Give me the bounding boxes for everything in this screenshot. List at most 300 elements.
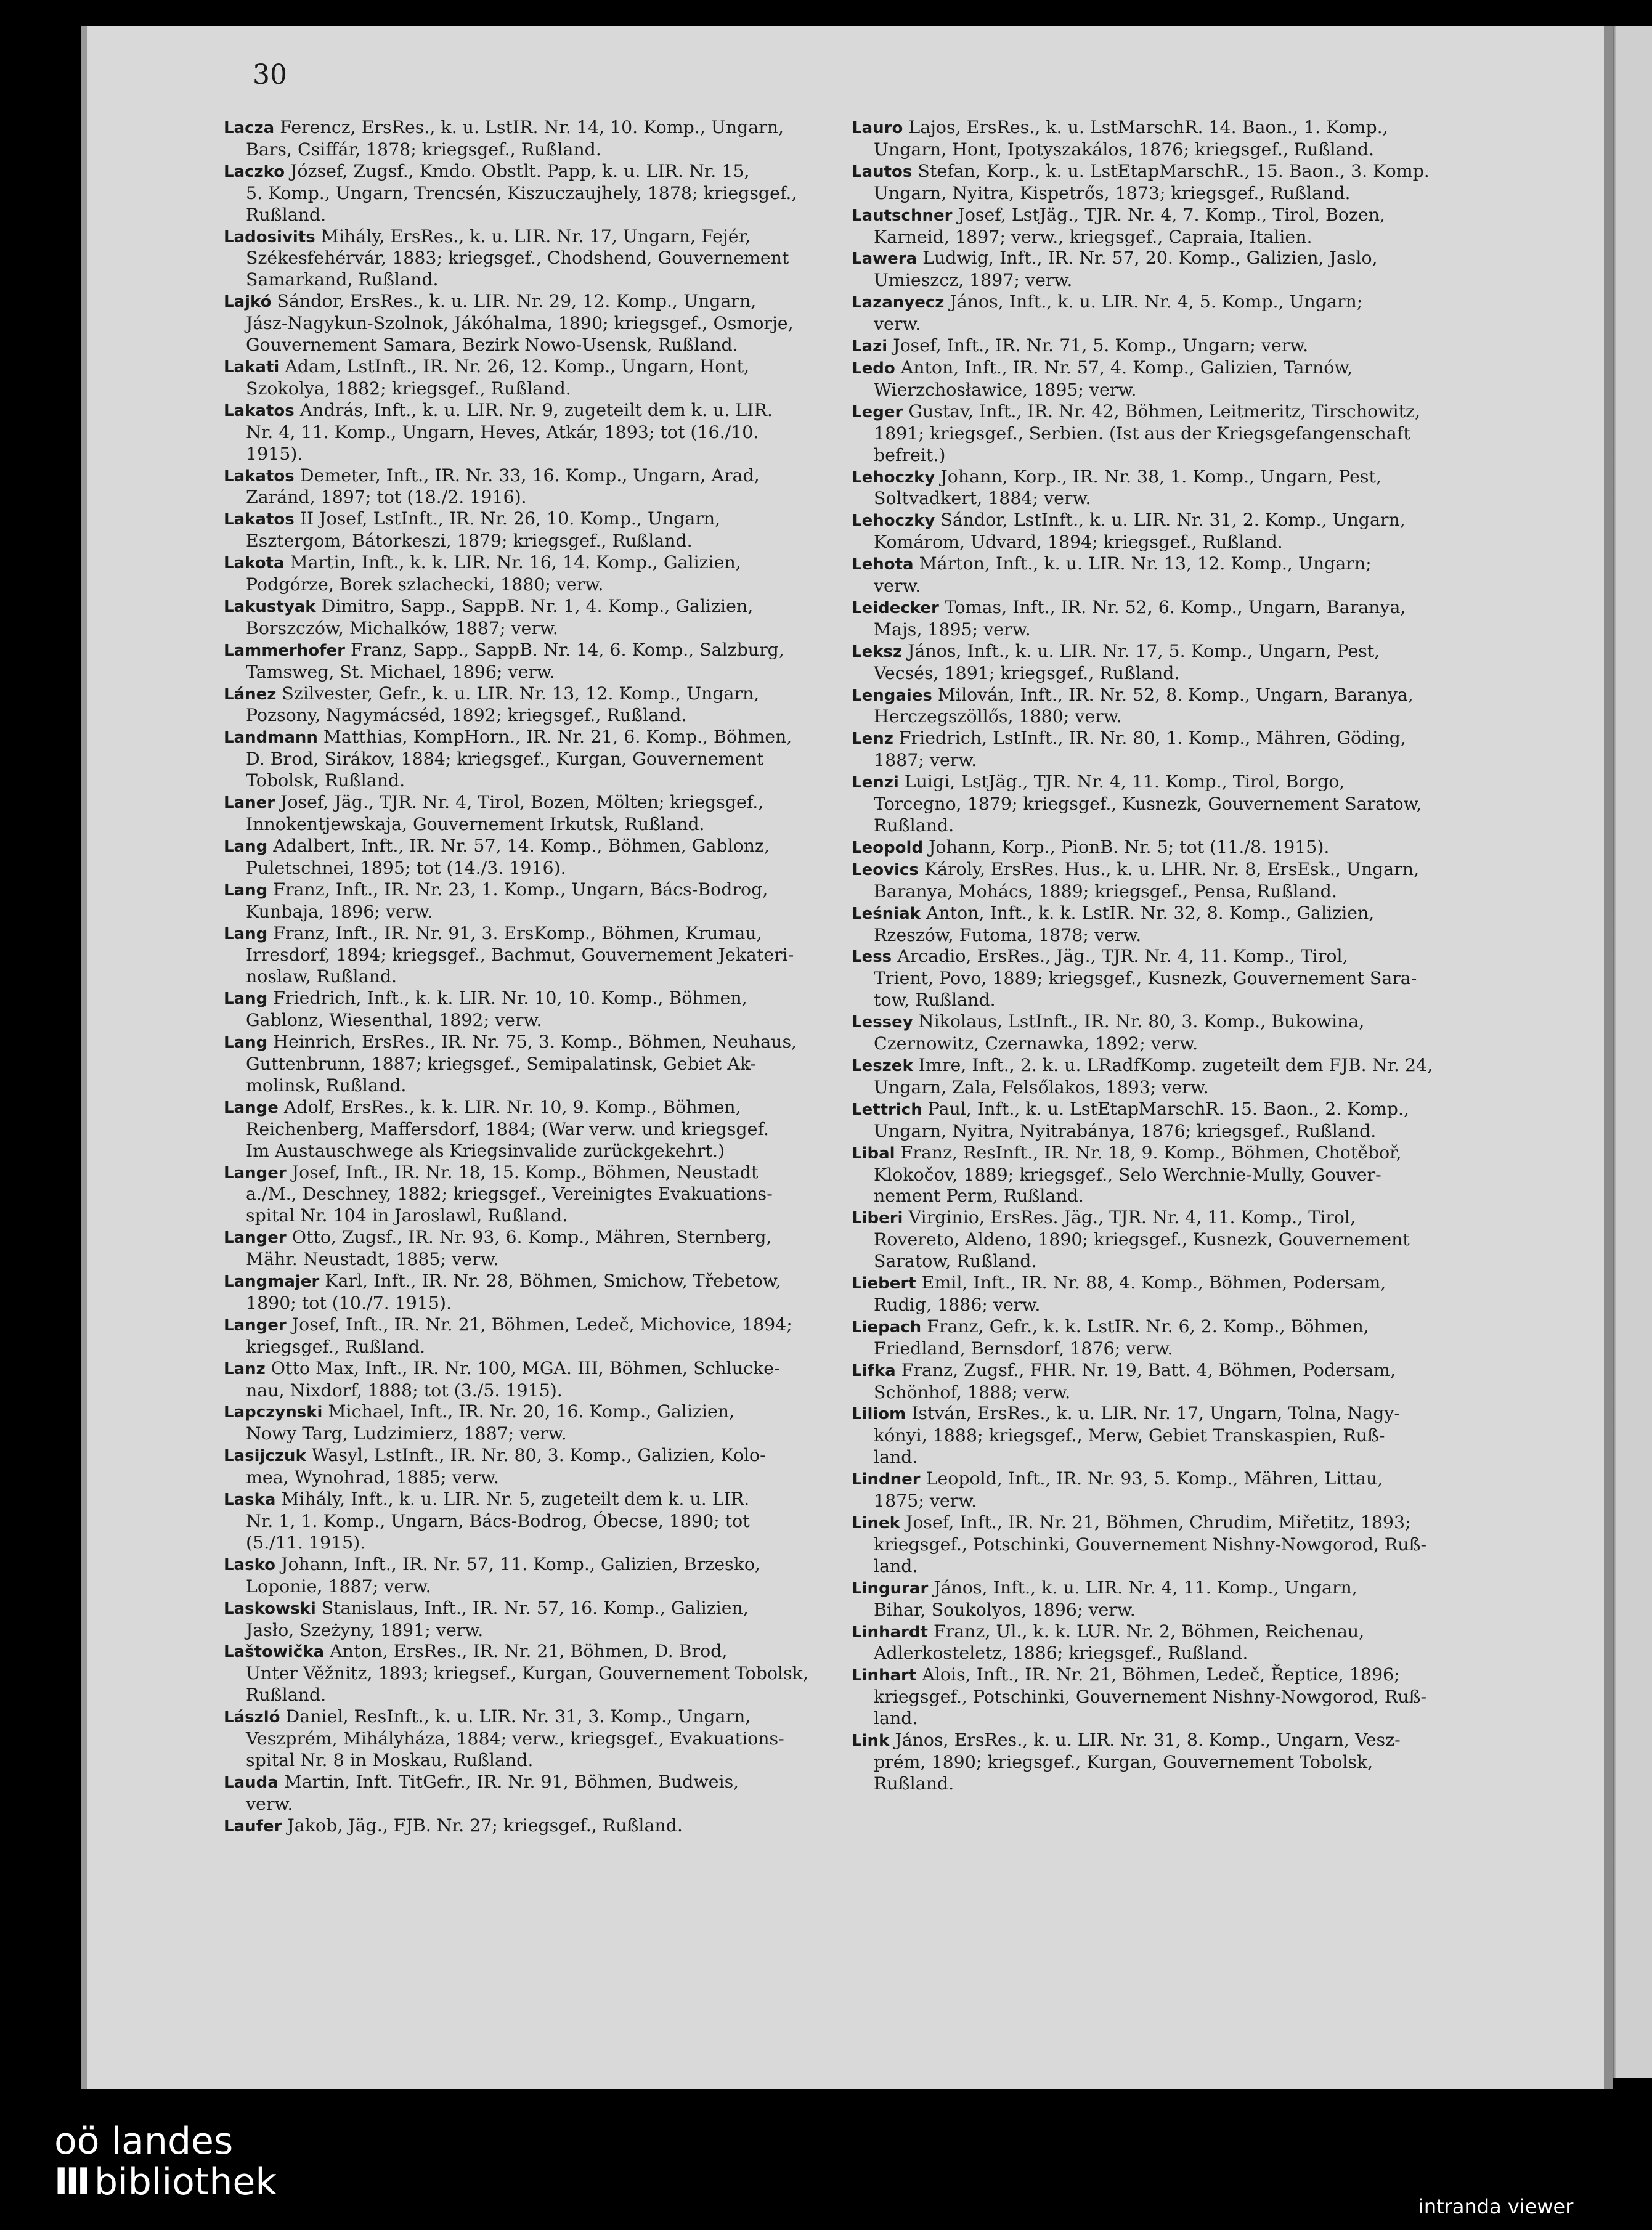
- entry-continuation-line: [852, 1643, 1548, 1664]
- entry-first-line: [224, 596, 909, 618]
- entry-text: 1890; tot (10./7. 1915).: [246, 1292, 452, 1313]
- entry-first-line: [224, 291, 909, 313]
- entry-first-line: [852, 837, 1548, 859]
- entry-text: Rovereto, Aldeno, 1890; kriegsgef., Kusnezk, Gouvernement: [874, 1229, 1410, 1250]
- entry-surname: Laner: [224, 794, 275, 813]
- entry-continuation-line: [224, 1119, 909, 1141]
- entry-text: Martin, Inft. TitGefr., IR. Nr. 91, Böhmen, Budweis,: [283, 1771, 739, 1792]
- entry-text: Imre, Inft., 2. k. u. LRadfKomp. zugeteilt dem FJB. Nr. 24,: [918, 1054, 1433, 1075]
- entry-text: Josef, Inft., IR. Nr. 21, Böhmen, Ledeč, Michovice, 1894;: [291, 1314, 792, 1335]
- entry-text: Stefan, Korp., k. u. LstEtapMarschR., 15. Baon., 3. Komp.: [918, 160, 1430, 181]
- entry-first-line: [852, 1055, 1548, 1077]
- entry-text: Franz, ResInft., IR. Nr. 18, 9. Komp., Böhmen, Chotěboř,: [900, 1142, 1402, 1163]
- entry-text: Friedland, Bernsdorf, 1876; verw.: [874, 1338, 1173, 1359]
- entry-text: Ungarn, Nyitra, Kispetrős, 1873; kriegsgef., Rußland.: [874, 182, 1351, 203]
- register-entry: [852, 1621, 1548, 1665]
- entry-text: Irresdorf, 1894; kriegsgef., Bachmut, Gouvernement Jekateri-: [246, 945, 794, 966]
- entry-first-line: [224, 879, 909, 901]
- entry-continuation-line: [224, 205, 909, 226]
- entry-text: 1891; kriegsgef., Serbien. (Ist aus der Kriegsgefangenschaft: [874, 423, 1410, 444]
- entry-first-line: [852, 248, 1548, 270]
- entry-surname: Lánez: [224, 685, 277, 704]
- entry-surname: Laštowička: [224, 1643, 325, 1662]
- entry-continuation-line: [852, 1600, 1548, 1621]
- entry-text: Esztergom, Bátorkeszi, 1879; kriegsgef., Rußland.: [246, 531, 693, 551]
- entry-text: Gouvernement Samara, Bezirk Nowo-Usensk, Rußland.: [246, 335, 738, 356]
- entry-continuation-line: [852, 1229, 1548, 1251]
- entry-text: Virginio, ErsRes. Jäg., TJR. Nr. 4, 11. Komp., Tirol,: [908, 1207, 1356, 1228]
- entry-text: Borszczów, Michalków, 1887; verw.: [246, 617, 558, 638]
- entry-text: Karneid, 1897; verw., kriegsgef., Capraia, Italien.: [874, 226, 1312, 247]
- entry-continuation-line: [224, 662, 909, 683]
- entry-text: a./M., Deschney, 1882; kriegsgef., Vereinigtes Evakuations-: [246, 1184, 773, 1205]
- entry-text: Bihar, Soukolyos, 1896; verw.: [874, 1599, 1136, 1620]
- entry-text: 1915).: [246, 443, 303, 464]
- logo-line1: oö landes: [54, 2120, 234, 2163]
- entry-text: Mihály, ErsRes., k. u. LIR. Nr. 17, Ungarn, Fejér,: [320, 226, 751, 246]
- entry-surname: Lakatos: [224, 401, 295, 420]
- entry-surname: Ledo: [852, 359, 895, 378]
- right-column: [852, 117, 1548, 1795]
- entry-text: Martin, Inft., k. k. LIR. Nr. 16, 14. Komp., Galizien,: [290, 552, 741, 573]
- entry-surname: Liberi: [852, 1209, 903, 1228]
- entry-surname: Lauda: [224, 1773, 279, 1792]
- entry-text: Sándor, ErsRes., k. u. LIR. Nr. 29, 12. Komp., Ungarn,: [277, 291, 757, 312]
- entry-surname: Lautos: [852, 162, 913, 181]
- entry-text: Wasyl, LstInft., IR. Nr. 80, 3. Komp., Galizien, Kolo-: [311, 1445, 766, 1466]
- entry-first-line: [224, 836, 909, 858]
- entry-text: nau, Nixdorf, 1888; tot (3./5. 1915).: [246, 1380, 563, 1401]
- entry-first-line: [224, 1358, 909, 1380]
- entry-text: Johann, Korp., PionB. Nr. 5; tot (11./8. 1915).: [929, 836, 1330, 857]
- viewer-label: intranda viewer: [1418, 2195, 1574, 2218]
- entry-surname: Langer: [224, 1316, 287, 1335]
- entry-continuation-line: [852, 663, 1548, 685]
- entry-first-line: [852, 1468, 1548, 1491]
- entry-text: Luigi, LstJäg., TJR. Nr. 4, 11. Komp., Tirol, Borgo,: [904, 771, 1345, 792]
- entry-continuation-line: [852, 750, 1548, 771]
- entry-text: Karl, Inft., IR. Nr. 28, Böhmen, Smichow, Třebetow,: [325, 1271, 781, 1292]
- entry-text: Reichenberg, Maffersdorf, 1884; (War verw. und kriegsgef.: [246, 1118, 769, 1139]
- entry-text: Zaránd, 1897; tot (18./2. 1916).: [246, 487, 527, 508]
- next-page-edge: [1613, 26, 1652, 2078]
- entry-surname: Lehoczky: [852, 511, 935, 531]
- entry-text: Ungarn, Hont, Ipotyszakálos, 1876; kriegsgef., Rußland.: [874, 139, 1375, 160]
- entry-first-line: [224, 1772, 909, 1794]
- entry-surname: Lakatos: [224, 466, 295, 486]
- entry-text: Umieszcz, 1897; verw.: [874, 270, 1073, 291]
- entry-first-line: [852, 1512, 1548, 1534]
- entry-continuation-line: [224, 139, 909, 161]
- entry-first-line: [852, 205, 1548, 227]
- register-entry: [224, 1227, 909, 1271]
- register-entry: [224, 792, 909, 836]
- entry-first-line: [852, 685, 1548, 707]
- entry-surname: Lengaies: [852, 686, 932, 705]
- entry-surname: Lautschner: [852, 206, 953, 225]
- entry-first-line: [852, 1099, 1548, 1121]
- entry-text: Dimitro, Sapp., SappB. Nr. 1, 4. Komp., Galizien,: [321, 595, 754, 616]
- entry-continuation-line: [224, 1075, 909, 1097]
- register-entry: [224, 400, 909, 465]
- entry-text: Majs, 1895; verw.: [874, 619, 1031, 640]
- entry-text: Heinrich, ErsRes., IR. Nr. 75, 3. Komp., Böhmen, Neuhaus,: [273, 1032, 797, 1052]
- entry-text: Jasło, Szeżyny, 1891; verw.: [246, 1619, 484, 1640]
- register-entry: [852, 837, 1548, 859]
- entry-text: Otto Max, Inft., IR. Nr. 100, MGA. III, Böhmen, Schlucke-: [271, 1357, 780, 1378]
- entry-text: Torcegno, 1879; kriegsgef., Kusnezk, Gouvernement Saratow,: [874, 794, 1422, 815]
- register-entry: [224, 1162, 909, 1227]
- entry-text: Mihály, Inft., k. u. LIR. Nr. 5, zugeteilt dem k. u. LIR.: [281, 1489, 750, 1510]
- library-logo: [54, 2121, 277, 2202]
- entry-text: Franz, Sapp., SappB. Nr. 14, 6. Komp., Salzburg,: [350, 639, 784, 660]
- entry-first-line: [852, 859, 1548, 881]
- entry-surname: Lauro: [852, 119, 903, 137]
- entry-continuation-line: [852, 990, 1548, 1011]
- entry-text: spital Nr. 104 in Jaroslawl, Rußland.: [246, 1205, 568, 1226]
- entry-first-line: [224, 988, 909, 1010]
- entry-continuation-line: [852, 1447, 1548, 1468]
- register-entry: [224, 465, 909, 509]
- register-entry: [852, 1272, 1548, 1316]
- entry-first-line: [852, 291, 1548, 314]
- entry-text: Otto, Zugsf., IR. Nr. 93, 6. Komp., Mähren, Sternberg,: [291, 1227, 772, 1248]
- entry-text: Matthias, KompHorn., IR. Nr. 21, 6. Komp., Böhmen,: [323, 726, 792, 747]
- entry-text: land.: [874, 1708, 918, 1729]
- entry-continuation-line: [852, 1534, 1548, 1556]
- entry-first-line: [852, 597, 1548, 619]
- entry-text: Puletschnei, 1895; tot (14./3. 1916).: [246, 857, 566, 878]
- entry-continuation-line: [852, 706, 1548, 728]
- entry-text: Guttenbrunn, 1887; kriegsgef., Semipalatinsk, Gebiet Ak-: [246, 1053, 757, 1074]
- entry-continuation-line: [224, 1423, 909, 1445]
- entry-text: Friedrich, Inft., k. k. LIR. Nr. 10, 10. Komp., Böhmen,: [273, 988, 747, 1009]
- entry-text: prém, 1890; kriegsgef., Kurgan, Gouvernement Tobolsk,: [874, 1751, 1373, 1772]
- register-entry: [852, 1730, 1548, 1795]
- register-entry: [224, 1445, 909, 1489]
- entry-continuation-line: [852, 1752, 1548, 1773]
- entry-continuation-line: [224, 1750, 909, 1772]
- entry-first-line: [224, 1097, 909, 1119]
- entry-surname: Link: [852, 1732, 890, 1751]
- register-entry: [852, 946, 1548, 1011]
- entry-text: Josef, Inft., IR. Nr. 71, 5. Komp., Ungarn; verw.: [893, 335, 1309, 356]
- entry-text: Unter Věžnitz, 1893; kriegsef., Kurgan, Gouvernement Tobolsk,: [246, 1663, 808, 1684]
- entry-text: Komárom, Udvard, 1894; kriegsgef., Rußland.: [874, 532, 1283, 553]
- register-entry: [852, 291, 1548, 335]
- entry-text: molinsk, Rußland.: [246, 1075, 407, 1096]
- register-entry: [224, 356, 909, 400]
- entry-continuation-line: [852, 1708, 1548, 1730]
- entry-text: Leopold, Inft., IR. Nr. 93, 5. Komp., Mähren, Littau,: [926, 1468, 1383, 1489]
- entry-first-line: [224, 792, 909, 814]
- entry-text: Franz, Inft., IR. Nr. 23, 1. Komp., Ungarn, Bács-Bodrog,: [273, 879, 768, 900]
- entry-text: Rudig, 1886; verw.: [874, 1294, 1041, 1315]
- entry-text: Anton, Inft., k. k. LstIR. Nr. 32, 8. Komp., Galizien,: [926, 902, 1375, 923]
- entry-text: kriegsgef., Potschinki, Gouvernement Nishny-Nowgorod, Ruß-: [874, 1534, 1427, 1555]
- entry-continuation-line: [852, 445, 1548, 466]
- entry-first-line: [852, 1664, 1548, 1687]
- entry-text: Adolf, ErsRes., k. k. LIR. Nr. 10, 9. Komp., Böhmen,: [283, 1096, 741, 1117]
- entry-surname: Lammerhofer: [224, 641, 345, 660]
- entry-first-line: [852, 401, 1548, 423]
- entry-surname: Lehota: [852, 555, 914, 574]
- entry-surname: Lakustyak: [224, 597, 316, 616]
- entry-surname: Lifka: [852, 1361, 896, 1380]
- entry-surname: Lasko: [224, 1555, 276, 1574]
- entry-first-line: [852, 1207, 1548, 1229]
- entry-text: Klokočov, 1889; kriegsgef., Selo Werchnie-Mully, Gouver-: [874, 1164, 1381, 1185]
- entry-surname: Lang: [224, 990, 268, 1009]
- entry-surname: Lang: [224, 837, 268, 856]
- entry-first-line: [852, 1316, 1548, 1338]
- register-entry: [852, 553, 1548, 597]
- register-entry: [852, 1207, 1548, 1272]
- entry-first-line: [852, 1272, 1548, 1295]
- entry-first-line: [224, 1489, 909, 1511]
- entry-continuation-line: [852, 1425, 1548, 1447]
- entry-text: Bars, Csiffár, 1878; kriegsgef., Rußland.: [246, 139, 601, 160]
- entry-first-line: [852, 1360, 1548, 1382]
- entry-surname: Ladosivits: [224, 227, 315, 246]
- register-entry: [852, 510, 1548, 553]
- entry-surname: Lajkó: [224, 293, 272, 312]
- entry-text: noslaw, Rußland.: [246, 966, 397, 987]
- entry-continuation-line: [224, 1728, 909, 1750]
- register-entry: [852, 248, 1548, 291]
- entry-continuation-line: [224, 574, 909, 596]
- entry-text: Adlerkosteletz, 1886; kriegsgef., Rußland.: [874, 1643, 1248, 1664]
- entry-text: János, Inft., k. u. LIR. Nr. 17, 5. Komp., Ungarn, Pest,: [908, 640, 1380, 661]
- entry-text: Ungarn, Zala, Felsőlakos, 1893; verw.: [874, 1076, 1209, 1097]
- entry-surname: Landmann: [224, 728, 318, 747]
- entry-surname: Lang: [224, 881, 268, 900]
- entry-first-line: [224, 1641, 909, 1663]
- register-entry: [852, 335, 1548, 357]
- entry-first-line: [224, 508, 909, 531]
- entry-text: Schönhof, 1888; verw.: [874, 1382, 1071, 1402]
- register-entry: [224, 640, 909, 683]
- entry-text: Herczegszöllős, 1880; verw.: [874, 706, 1122, 727]
- entry-continuation-line: [224, 966, 909, 988]
- entry-surname: Leśniak: [852, 904, 921, 923]
- entry-surname: Linhardt: [852, 1622, 928, 1642]
- entry-first-line: [224, 161, 909, 183]
- entry-continuation-line: [224, 1511, 909, 1532]
- register-entry: [852, 161, 1548, 205]
- entry-first-line: [224, 1162, 909, 1184]
- entry-surname: Langer: [224, 1163, 287, 1182]
- register-entry: [852, 1011, 1548, 1055]
- entry-text: Arcadio, ErsRes., Jäg., TJR. Nr. 4, 11. Komp., Tirol,: [897, 946, 1348, 967]
- entry-first-line: [852, 903, 1548, 925]
- entry-continuation-line: [852, 815, 1548, 837]
- entry-text: Pozsony, Nagymácséd, 1892; kriegsgef., Rußland.: [246, 705, 687, 726]
- entry-continuation-line: [852, 968, 1548, 990]
- entry-first-line: [852, 1011, 1548, 1033]
- register-entry: [224, 726, 909, 792]
- entry-text: Emil, Inft., IR. Nr. 88, 4. Komp., Böhmen, Podersam,: [921, 1272, 1386, 1293]
- register-entry: [852, 1316, 1548, 1360]
- entry-surname: Lazi: [852, 337, 888, 356]
- entry-text: Nowy Targ, Ludzimierz, 1887; verw.: [246, 1423, 567, 1444]
- entry-text: tow, Rußland.: [874, 990, 996, 1011]
- entry-surname: Libal: [852, 1144, 895, 1163]
- register-entry: [224, 1314, 909, 1358]
- entry-text: Wierzchosławice, 1895; verw.: [874, 379, 1137, 400]
- register-entry: [224, 291, 909, 356]
- entry-surname: Lenz: [852, 730, 893, 749]
- entry-text: Rußland.: [874, 815, 954, 836]
- register-entry: [852, 466, 1548, 510]
- entry-continuation-line: [224, 487, 909, 508]
- entry-text: Rzeszów, Futoma, 1878; verw.: [874, 924, 1142, 945]
- register-entry: [852, 1664, 1548, 1730]
- register-entry: [224, 226, 909, 291]
- entry-continuation-line: [224, 618, 909, 640]
- entry-first-line: [852, 1142, 1548, 1165]
- entry-continuation-line: [852, 227, 1548, 248]
- entry-continuation-line: [852, 1033, 1548, 1055]
- entry-text: Johann, Inft., IR. Nr. 57, 11. Komp., Galizien, Brzesko,: [281, 1553, 760, 1574]
- entry-continuation-line: [224, 945, 909, 966]
- entry-continuation-line: [224, 269, 909, 291]
- entry-first-line: [224, 640, 909, 662]
- entry-continuation-line: [852, 488, 1548, 510]
- register-entry: [224, 117, 909, 161]
- entry-first-line: [852, 357, 1548, 380]
- entry-surname: Leszek: [852, 1056, 913, 1075]
- entry-continuation-line: [224, 770, 909, 792]
- entry-surname: Liepach: [852, 1317, 922, 1337]
- entry-first-line: [224, 1271, 909, 1293]
- left-column: [224, 117, 909, 1837]
- entry-surname: Linhart: [852, 1666, 917, 1685]
- entry-text: Adam, LstInft., IR. Nr. 26, 12. Komp., Ungarn, Hont,: [285, 356, 750, 376]
- entry-continuation-line: [852, 1491, 1548, 1512]
- entry-first-line: [224, 117, 909, 139]
- entry-surname: Lakota: [224, 554, 285, 573]
- entry-surname: Linek: [852, 1514, 900, 1532]
- entry-continuation-line: [852, 270, 1548, 291]
- entry-continuation-line: [852, 1077, 1548, 1099]
- entry-text: Adalbert, Inft., IR. Nr. 57, 14. Komp., Böhmen, Gablonz,: [273, 835, 770, 856]
- register-entry: [852, 597, 1548, 641]
- entry-text: Nr. 4, 11. Komp., Ungarn, Heves, Atkár, 1893; tot (16./10.: [246, 421, 759, 442]
- entry-text: Rußland.: [246, 204, 327, 225]
- entry-text: nement Perm, Rußland.: [874, 1186, 1084, 1207]
- entry-continuation-line: [852, 139, 1548, 161]
- entry-text: Jász-Nagykun-Szolnok, Jákóhalma, 1890; kriegsgef., Osmorje,: [246, 313, 794, 334]
- entry-first-line: [224, 1401, 909, 1423]
- entry-first-line: [224, 1445, 909, 1467]
- entry-continuation-line: [224, 814, 909, 836]
- entry-text: János, Inft., k. u. LIR. Nr. 4, 5. Komp., Ungarn;: [950, 291, 1363, 312]
- entry-first-line: [852, 946, 1548, 968]
- register-entry: [852, 1512, 1548, 1577]
- entry-continuation-line: [224, 1141, 909, 1162]
- entry-surname: Lazanyecz: [852, 293, 945, 312]
- entry-surname: Lange: [224, 1098, 279, 1117]
- register-entry: [224, 1598, 909, 1642]
- entry-text: Lajos, ErsRes., k. u. LstMarschR. 14. Baon., 1. Komp.,: [908, 117, 1388, 137]
- register-entry: [852, 1055, 1548, 1099]
- entry-text: Czernowitz, Czernawka, 1892; verw.: [874, 1033, 1198, 1054]
- entry-text: verw.: [874, 576, 921, 596]
- entry-continuation-line: [224, 531, 909, 552]
- entry-first-line: [224, 1815, 909, 1837]
- entry-continuation-line: [852, 380, 1548, 401]
- entry-first-line: [224, 465, 909, 487]
- register-entry: [224, 1358, 909, 1402]
- entry-first-line: [224, 726, 909, 749]
- entry-text: Tamsweg, St. Michael, 1896; verw.: [246, 661, 555, 682]
- entry-continuation-line: [224, 1054, 909, 1075]
- entry-first-line: [224, 1554, 909, 1576]
- entry-continuation-line: [224, 1205, 909, 1227]
- entry-continuation-line: [224, 335, 909, 356]
- entry-surname: Less: [852, 948, 892, 967]
- entry-text: Rußland.: [246, 1685, 327, 1706]
- entry-surname: Lakati: [224, 357, 280, 376]
- register-entry: [224, 988, 909, 1032]
- entry-first-line: [852, 1730, 1548, 1752]
- entry-surname: Langmajer: [224, 1272, 320, 1292]
- entry-surname: Laufer: [224, 1817, 282, 1836]
- entry-continuation-line: [852, 1773, 1548, 1795]
- entry-first-line: [852, 1403, 1548, 1425]
- entry-surname: Laskowski: [224, 1599, 316, 1618]
- entry-surname: Leidecker: [852, 598, 939, 617]
- entry-text: Gablonz, Wiesenthal, 1892; verw.: [246, 1010, 542, 1031]
- entry-continuation-line: [852, 1556, 1548, 1577]
- entry-continuation-line: [224, 248, 909, 269]
- register-entry: [224, 1032, 909, 1097]
- entry-text: befreit.): [874, 444, 946, 465]
- entry-text: Saratow, Rußland.: [874, 1251, 1037, 1272]
- entry-surname: László: [224, 1708, 280, 1727]
- entry-first-line: [224, 1598, 909, 1620]
- register-entry: [852, 903, 1548, 946]
- entry-text: Nr. 1, 1. Komp., Ungarn, Bács-Bodrog, Óbecse, 1890; tot: [246, 1511, 750, 1531]
- entry-continuation-line: [224, 444, 909, 465]
- entry-text: Tomas, Inft., IR. Nr. 52, 6. Komp., Ungarn, Baranya,: [944, 596, 1406, 617]
- entry-first-line: [852, 117, 1548, 139]
- entry-continuation-line: [852, 1186, 1548, 1207]
- entry-surname: Laska: [224, 1491, 276, 1510]
- entry-first-line: [852, 771, 1548, 794]
- entry-surname: Lenzi: [852, 773, 899, 792]
- entry-surname: Lacza: [224, 119, 275, 137]
- entry-text: Trient, Povo, 1889; kriegsgef., Kusnezk, Gouvernement Sara-: [874, 968, 1417, 989]
- entry-first-line: [852, 335, 1548, 357]
- entry-surname: Lessey: [852, 1013, 913, 1032]
- entry-continuation-line: [852, 314, 1548, 335]
- entry-text: Franz, Gefr., k. k. LstIR. Nr. 6, 2. Komp., Böhmen,: [927, 1316, 1369, 1337]
- entry-surname: Lehoczky: [852, 468, 935, 487]
- register-entry: [852, 1577, 1548, 1621]
- entry-text: Rußland.: [874, 1773, 954, 1794]
- entry-continuation-line: [852, 881, 1548, 903]
- register-entry: [224, 1772, 909, 1815]
- entry-text: Im Austauschwege als Kriegsinvalide zurückgekehrt.): [246, 1140, 725, 1161]
- entry-text: Szokolya, 1882; kriegsgef., Rußland.: [246, 378, 571, 399]
- entry-first-line: [224, 226, 909, 248]
- entry-first-line: [852, 553, 1548, 576]
- entry-text: Franz, Inft., IR. Nr. 91, 3. ErsKomp., Böhmen, Krumau,: [273, 922, 762, 943]
- register-entry: [224, 552, 909, 596]
- register-entry: [224, 1706, 909, 1772]
